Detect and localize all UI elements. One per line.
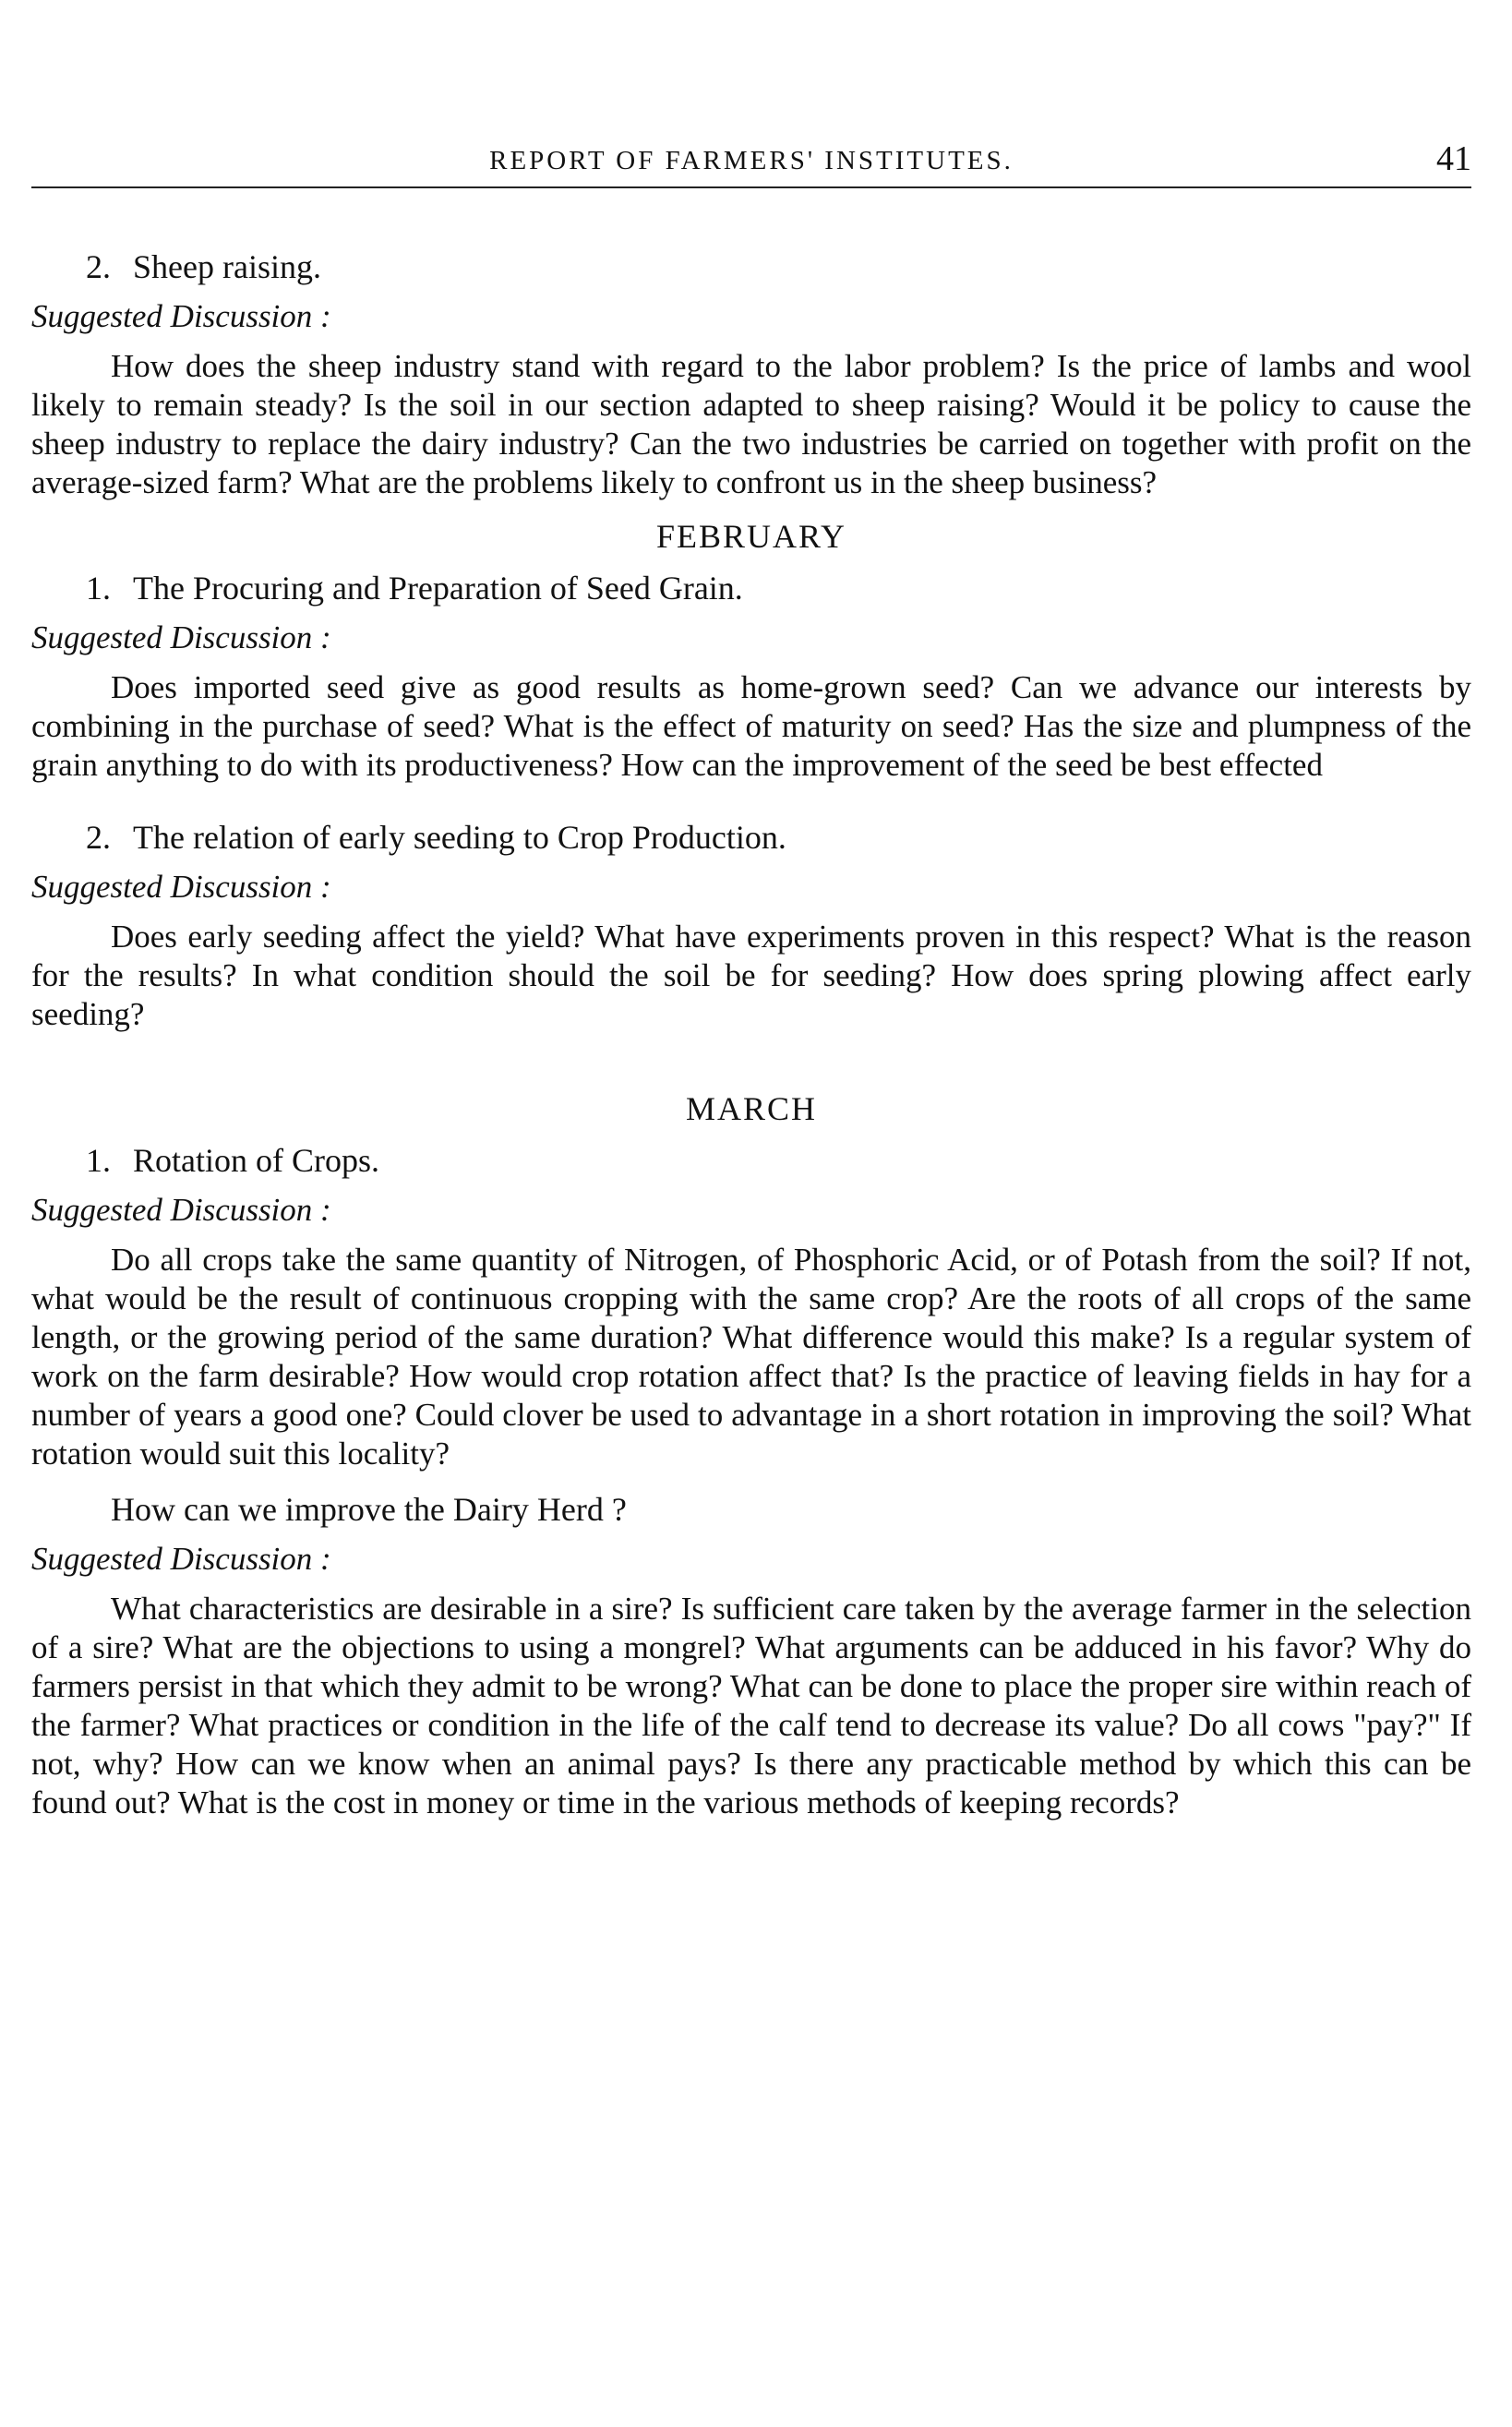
topic-title: Sheep raising. <box>133 248 321 285</box>
suggested-discussion-label: Suggested Discussion : <box>31 1192 331 1228</box>
topic-number: 1. <box>86 1142 111 1179</box>
topic-sheep-raising <box>31 246 1471 288</box>
running-title: REPORT OF FARMERS' INSTITUTES. <box>489 146 1014 175</box>
topic-number: 1. <box>86 570 111 607</box>
discussion-paragraph: How does the sheep industry stand with regard to the labor problem? Is the price of lambs and wool likely to remain steady? Is the soil in our section adapted to sheep raising? Would it be policy to cause the sheep industry to replace the dairy industry? Can the two industries be carried on together with profit on the average-sized farm? What are the problems likely to confront us in the sheep business? <box>31 348 1471 500</box>
discussion-paragraph: What characteristics are desirable in a sire? Is sufficient care taken by the average farmer in the selection of a sire? What are the objections to using a mongrel? What arguments can be adduced in his favor? Why do farmers persist in that which they admit to be wrong? What can be done to place the proper sire within reach of the farmer? What practices or condition in the life of the calf tend to decrease its value? Do all cows "pay?" If not, why? How can we know when an animal pays? Is there any practicable method by which this can be found out? What is the cost in money or time in the various methods of keeping records? <box>31 1591 1471 1820</box>
section-heading-march: MARCH <box>685 1090 818 1127</box>
running-head <box>31 138 1471 188</box>
suggested-discussion-label: Suggested Discussion : <box>31 1541 331 1577</box>
topic-number: 2. <box>86 248 111 285</box>
document-page <box>31 138 1471 1837</box>
topic-title: The relation of early seeding to Crop Production. <box>133 819 786 856</box>
topic-rotation-of-crops <box>31 1139 1471 1182</box>
suggested-discussion-label: Suggested Discussion : <box>31 619 331 655</box>
suggested-discussion-label: Suggested Discussion : <box>31 298 331 334</box>
topic-dairy-herd: How can we improve the Dairy Herd ? <box>111 1491 627 1528</box>
discussion-paragraph: Does imported seed give as good results as home-grown seed? Can we advance our interests by combining in the purchase of seed? What is the effect of maturity on seed? Has the size and plumpness of the grain anything to do with its productiveness? How can the improvement of the seed be best effected <box>31 669 1471 783</box>
topic-early-seeding <box>31 816 1471 859</box>
discussion-paragraph: Do all crops take the same quantity of Nitrogen, of Phosphoric Acid, or of Potash from the soil? If not, what would be the result of continuous cropping with the same crop? Are the roots of all crops of the same length, or the growing period of the same duration? What difference would this make? Is a regular system of work on the farm desirable? How would crop rotation affect that? Is the practice of leaving fields in hay for a number of years a good one? Could clover be used to advantage in a short rotation in improving the soil? What rotation would suit this locality? <box>31 1242 1471 1472</box>
topic-title: The Procuring and Preparation of Seed Grain. <box>133 570 743 607</box>
discussion-paragraph: Does early seeding affect the yield? What have experiments proven in this respect? What is the reason for the results? In what condition should the soil be for seeding? How does spring plowing affect early seeding? <box>31 919 1471 1032</box>
page-number: 41 <box>1436 139 1471 178</box>
topic-title: Rotation of Crops. <box>133 1142 379 1179</box>
section-heading-february: FEBRUARY <box>655 518 847 555</box>
topic-number: 2. <box>86 819 111 856</box>
suggested-discussion-label: Suggested Discussion : <box>31 869 331 905</box>
topic-seed-grain <box>31 567 1471 609</box>
